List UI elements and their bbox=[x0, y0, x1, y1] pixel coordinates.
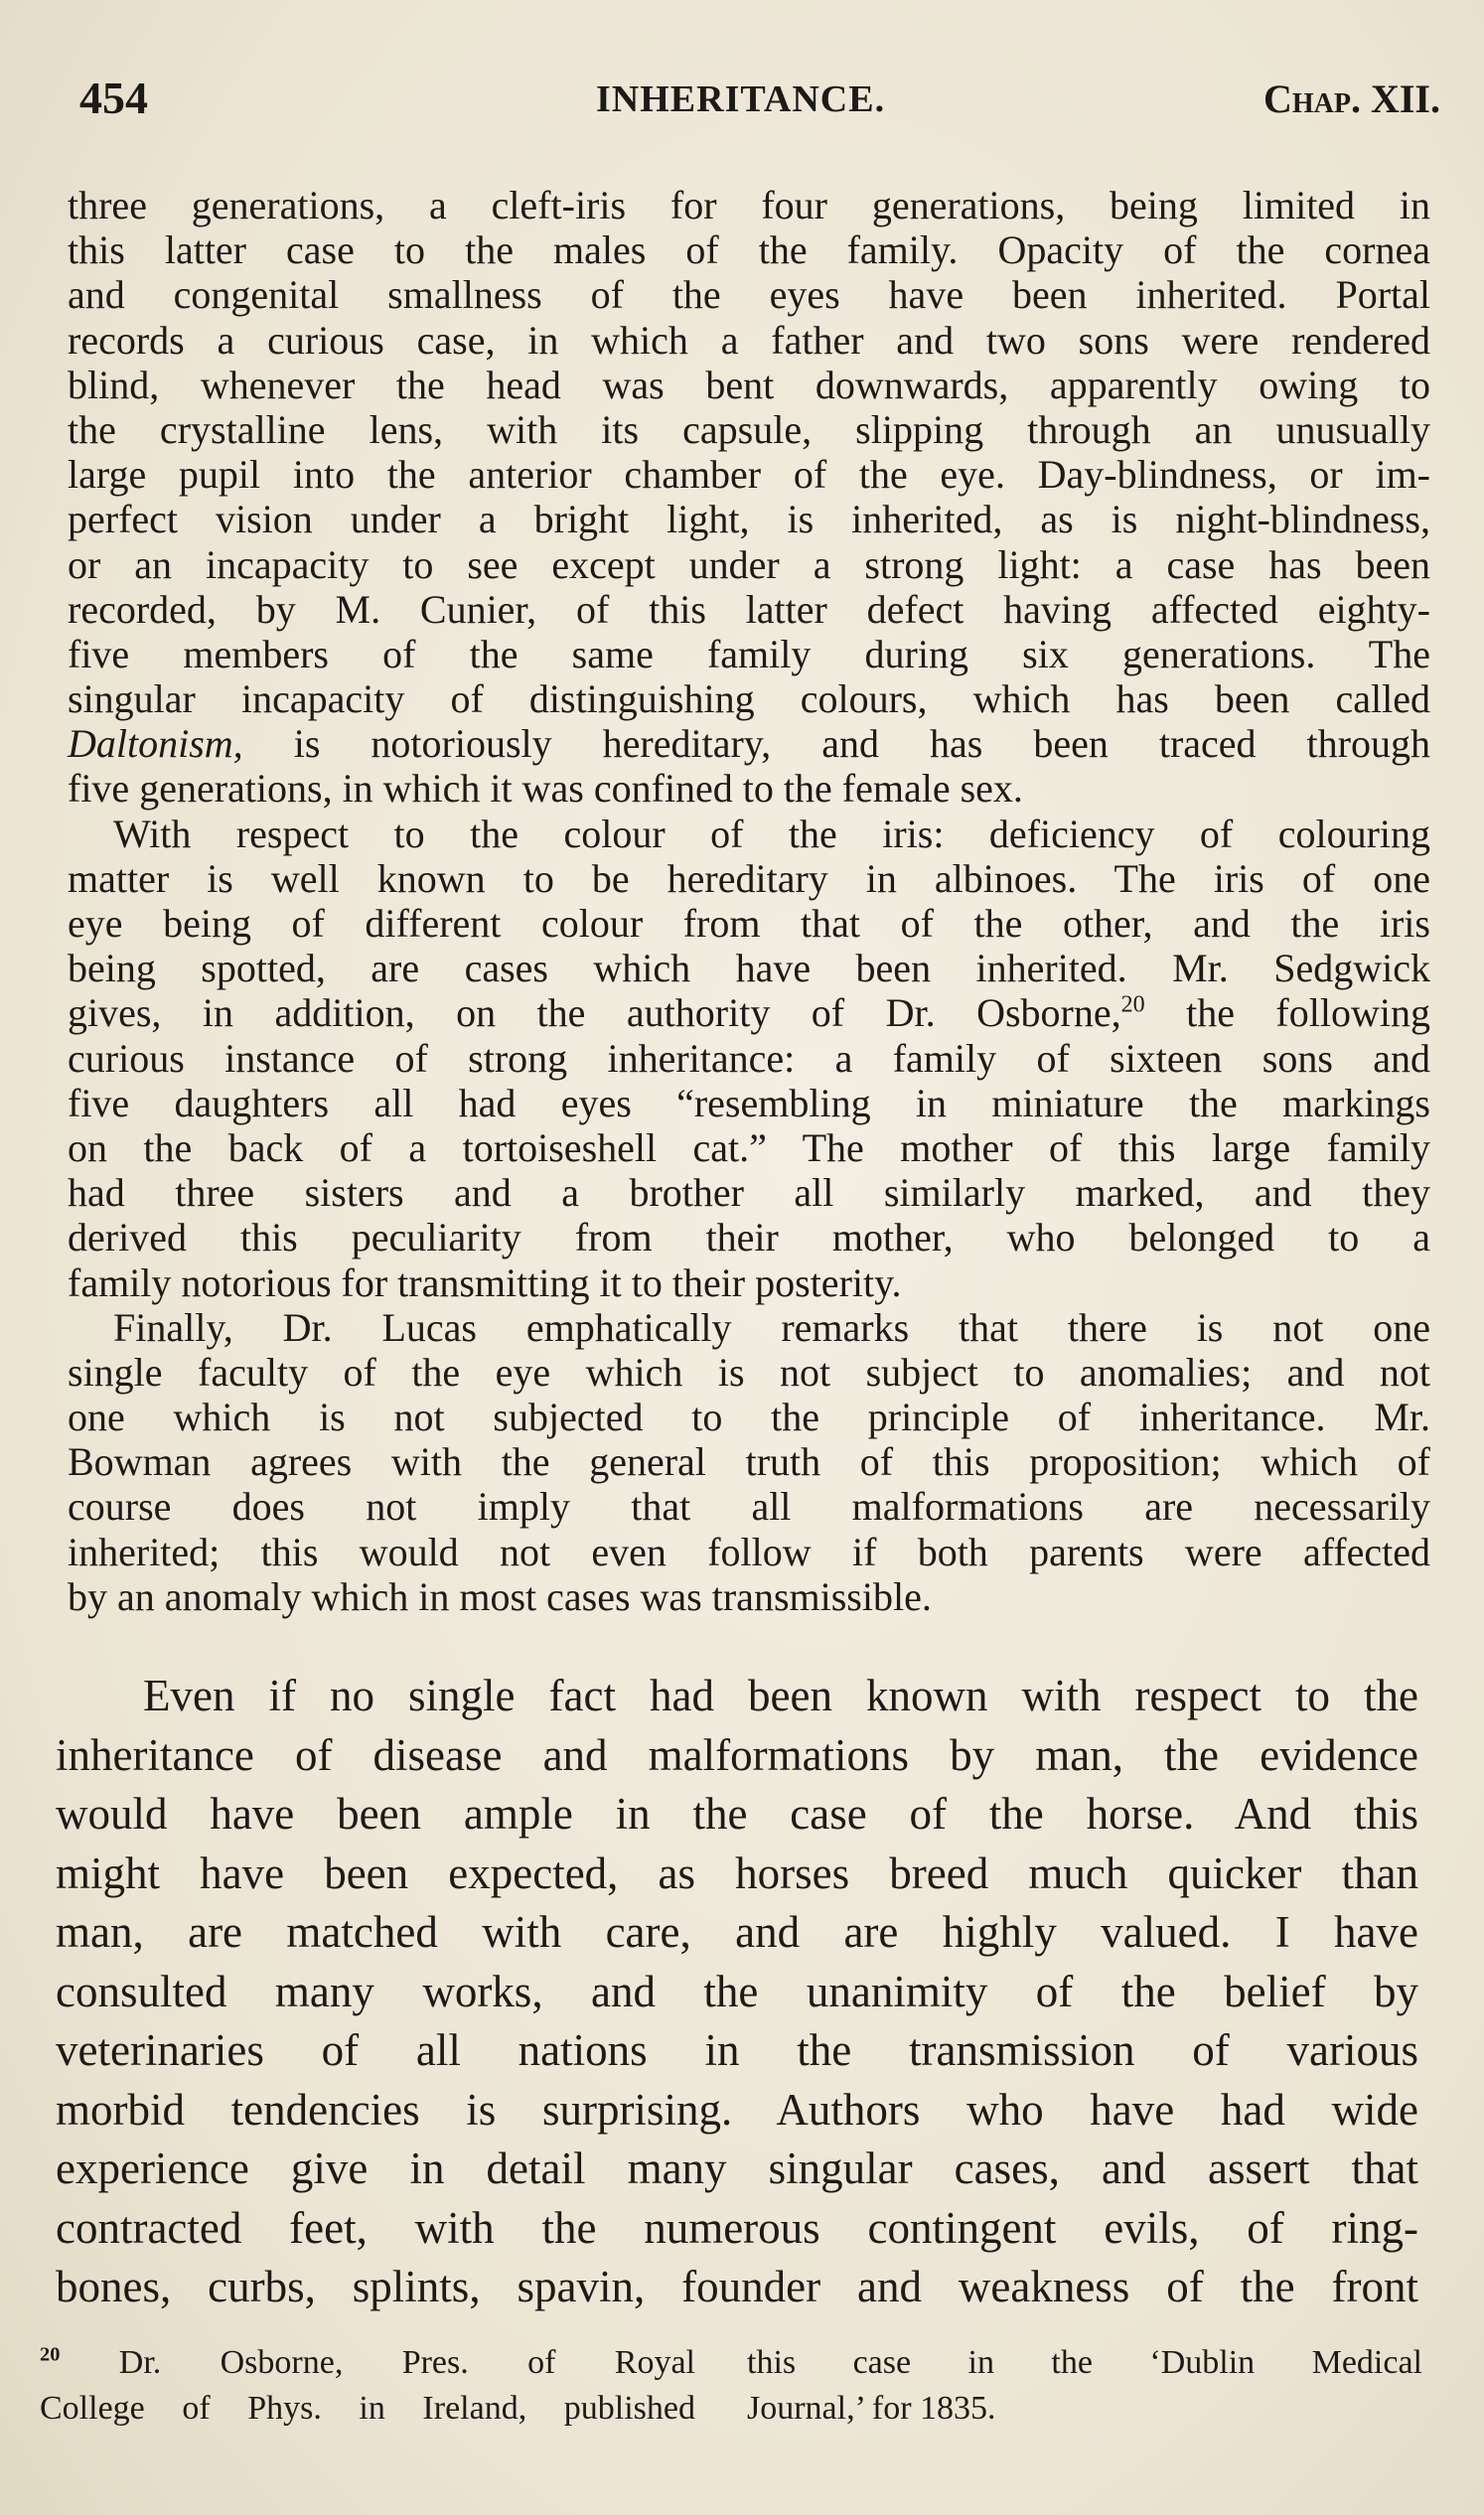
footnote-reference: 20 bbox=[1120, 992, 1145, 1019]
text-line: would have been ample in the case of the horse. And this bbox=[56, 1789, 1418, 1839]
text-line: this latter case to the males of the family. Opacity of the cornea bbox=[68, 227, 1430, 273]
text-line-daltonism bbox=[68, 721, 1430, 766]
text-line: records a curious case, in which a father and two sons were rendered bbox=[68, 317, 1430, 363]
text-line: Even if no single fact had been known with respect to the bbox=[143, 1671, 1418, 1720]
text-line: family notorious for transmitting it to their posterity. bbox=[68, 1259, 902, 1305]
footnote-right-column bbox=[747, 2340, 1422, 2432]
text-line: five members of the same family during six generations. The bbox=[68, 631, 1430, 676]
footnote-left-column bbox=[40, 2340, 695, 2432]
text-line: three generations, a cleft-iris for four generations, being limited in bbox=[68, 183, 1430, 227]
text-line: Finally, Dr. Lucas emphatically remarks that there is not one bbox=[113, 1304, 1430, 1350]
text-line-osborne bbox=[68, 990, 1430, 1035]
osborne-line-start: gives, in addition, on the authority of Dr. Osborne, bbox=[68, 990, 1121, 1036]
large-type-paragraph bbox=[56, 1667, 1418, 2317]
text-line: experience give in detail many singular cases, and assert that bbox=[56, 2144, 1418, 2193]
footnote-text: Dr. Osborne, Pres. of Royal bbox=[118, 2344, 696, 2381]
text-line: blind, whenever the head was bent downwards, apparently owing to bbox=[68, 362, 1430, 407]
text-line: contracted feet, with the numerous contingent evils, of ring- bbox=[56, 2202, 1418, 2253]
text-line: single faculty of the eye which is not subject to anomalies; and not bbox=[68, 1349, 1430, 1395]
chapter-reference: Chap. XII. bbox=[1262, 76, 1440, 121]
text-line: consulted many works, and the unanimity of the belief by bbox=[56, 1966, 1418, 2016]
text-line: large pupil into the anterior chamber of the eye. Day-blindness, or im- bbox=[68, 452, 1430, 498]
text-line: morbid tendencies is surprising. Authors who have had wide bbox=[56, 2084, 1418, 2135]
text-line: bones, curbs, splints, spavin, founder and weakness of the front bbox=[56, 2262, 1418, 2311]
text-line: curious instance of strong inheritance: a family of sixteen sons and bbox=[68, 1035, 1430, 1081]
text-line: one which is not subjected to the principle of inheritance. Mr. bbox=[68, 1395, 1430, 1440]
text-line: matter is well known to be hereditary in albinoes. The iris of one bbox=[68, 855, 1430, 901]
text-line: the crystalline lens, with its capsule, slipping through an unusually bbox=[68, 406, 1430, 452]
text-line: and congenital smallness of the eyes have been inherited. Portal bbox=[68, 272, 1430, 318]
text-line: With respect to the colour of the iris: deficiency of colouring bbox=[113, 811, 1430, 856]
text-line: derived this peculiarity from their mother, who belonged to a bbox=[68, 1215, 1430, 1260]
text-line: five generations, in which it was confined to the female sex. bbox=[68, 766, 1023, 812]
text-line: or an incapacity to see except under a strong light: a case has been bbox=[68, 541, 1430, 587]
text-line: might have been expected, as horses breed much quicker than bbox=[56, 1848, 1418, 1898]
footnotes bbox=[40, 2340, 1420, 2449]
footnote-line: Journal,’ for 1835. bbox=[747, 2390, 996, 2427]
text-line: man, are matched with care, and are highly valued. I have bbox=[56, 1907, 1418, 1957]
small-type-paragraphs bbox=[68, 183, 1430, 1619]
footnote-line: College of Phys. in Ireland, published bbox=[40, 2390, 695, 2427]
text-line: on the back of a tortoiseshell cat.” The mother of this large family bbox=[68, 1124, 1430, 1170]
text-line: Bowman agrees with the general truth of this proposition; which of bbox=[68, 1439, 1430, 1485]
daltonism-term: Daltonism, bbox=[68, 721, 243, 767]
running-head: INHERITANCE. bbox=[596, 78, 886, 120]
osborne-line-rest: the following bbox=[1144, 990, 1430, 1036]
text-line: five daughters all had eyes “resembling in miniature the markings bbox=[68, 1080, 1430, 1125]
text-line: eye being of different colour from that of the other, and the iris bbox=[68, 901, 1430, 946]
text-line: had three sisters and a brother all similarly marked, and they bbox=[68, 1170, 1430, 1216]
footnote-marker: 20 bbox=[40, 2343, 61, 2366]
text-line: recorded, by M. Cunier, of this latter defect having affected eighty- bbox=[68, 586, 1430, 632]
text-line: course does not imply that all malformations are necessarily bbox=[68, 1484, 1430, 1530]
text-line: singular incapacity of distinguishing colours, which has been called bbox=[68, 676, 1430, 722]
text-line: being spotted, are cases which have been inherited. Mr. Sedgwick bbox=[68, 946, 1430, 991]
text-line: veterinaries of all nations in the transmission of various bbox=[56, 2025, 1418, 2075]
page-number: 454 bbox=[79, 73, 148, 123]
text-line: inherited; this would not even follow if both parents were affected bbox=[68, 1529, 1430, 1574]
page-header bbox=[79, 72, 1440, 131]
text-line: perfect vision under a bright light, is inherited, as is night-blindness, bbox=[68, 497, 1430, 542]
daltonism-line-rest: is notoriously hereditary, and has been traced through bbox=[242, 721, 1430, 767]
footnote-line: this case in the ‘Dublin Medical bbox=[747, 2344, 1422, 2381]
text-line: by an anomaly which in most cases was transmissible. bbox=[68, 1573, 932, 1619]
footnote-line bbox=[40, 2340, 695, 2386]
text-line: inheritance of disease and malformations by man, the evidence bbox=[56, 1729, 1418, 1780]
